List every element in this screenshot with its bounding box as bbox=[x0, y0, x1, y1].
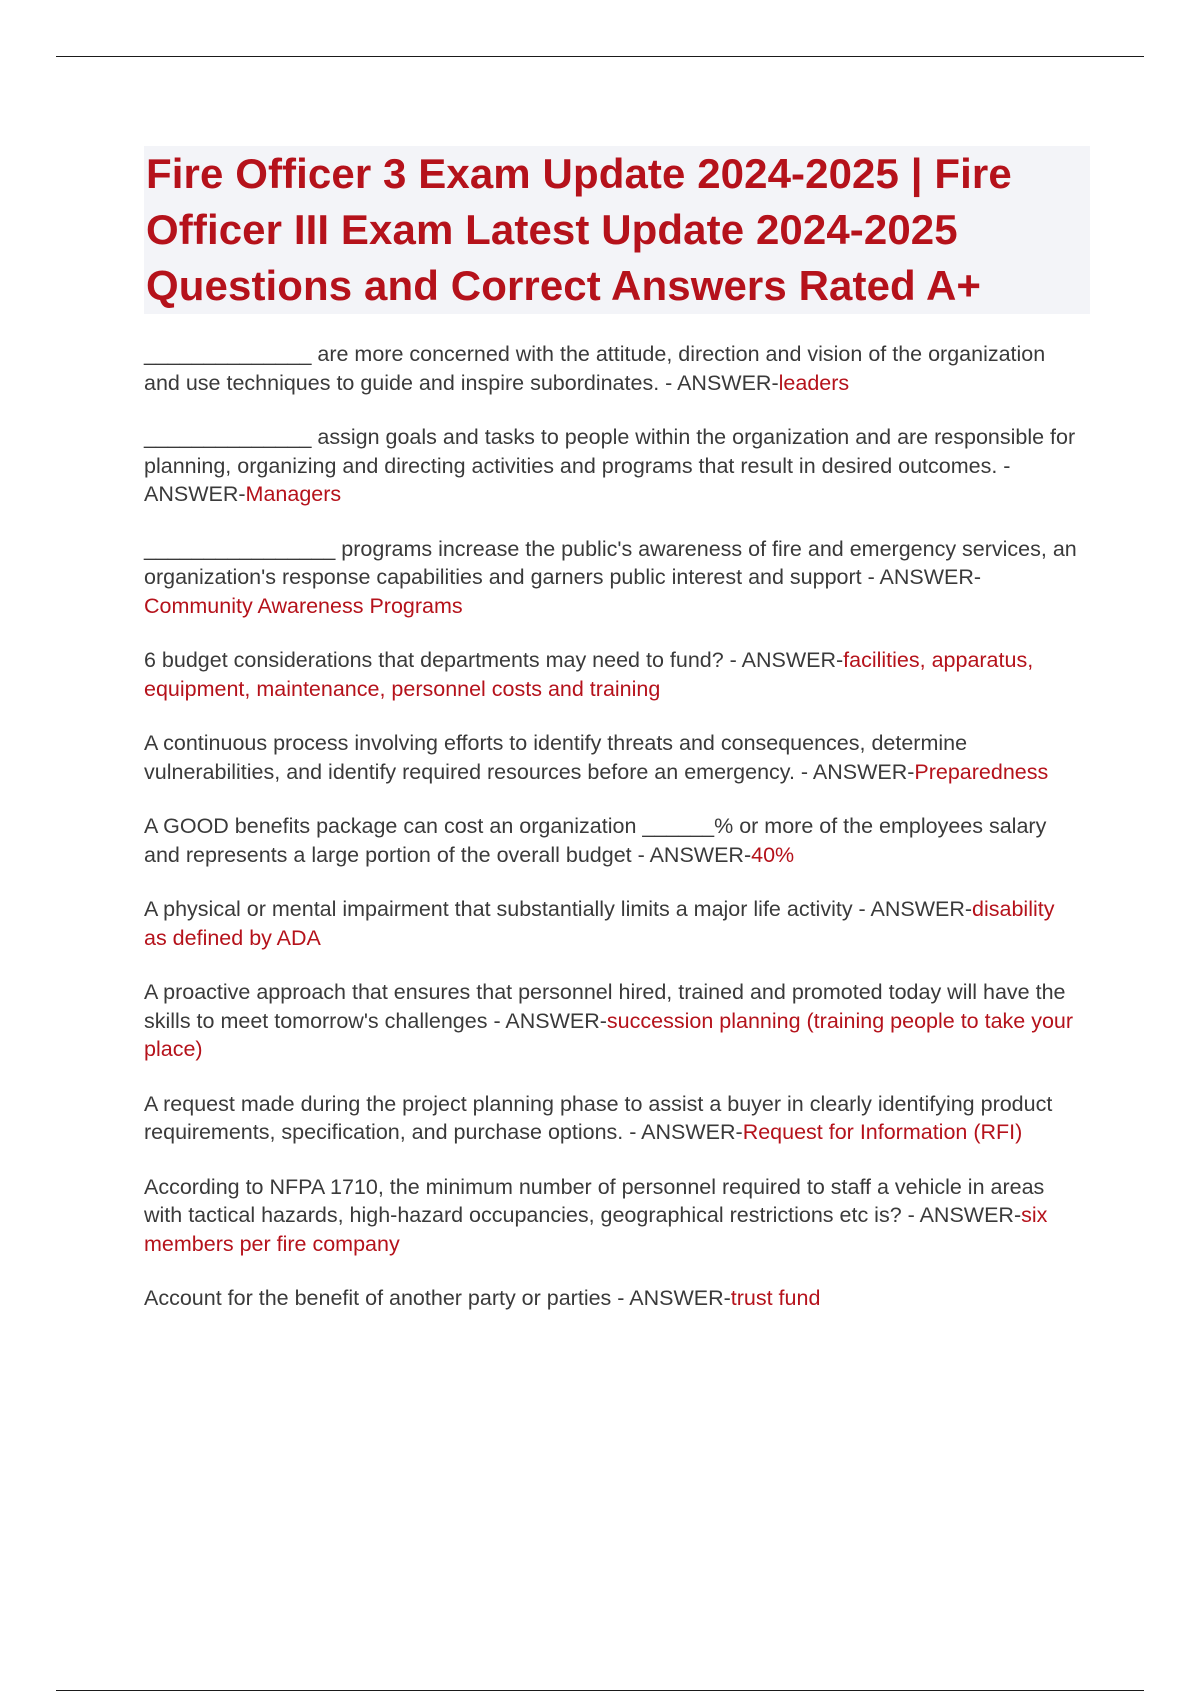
answer-text: 40% bbox=[751, 842, 795, 867]
question-text: ______________ are more concerned with the attitude, direction and vision of the organization and use techniques to guide and inspire subordinates. bbox=[144, 342, 1046, 395]
page-bottom-rule bbox=[56, 1690, 1144, 1691]
qa-item bbox=[144, 729, 1090, 786]
question-text: Account for the benefit of another party or parties bbox=[144, 1286, 612, 1310]
qa-item bbox=[144, 895, 1090, 952]
answer-separator: - ANSWER- bbox=[901, 1203, 1022, 1227]
question-text: A proactive approach that ensures that personnel hired, trained and promoted today will have the skills to meet tomorrow's challenges bbox=[144, 980, 1066, 1033]
answer-text: Preparedness bbox=[914, 759, 1049, 784]
qa-item bbox=[144, 535, 1090, 621]
question-text: 6 budget considerations that departments may need to fund? bbox=[144, 648, 724, 672]
answer-text: leaders bbox=[778, 370, 850, 395]
qa-item bbox=[144, 1284, 1090, 1313]
qa-item bbox=[144, 1090, 1090, 1147]
qa-item bbox=[144, 646, 1090, 703]
answer-separator: - ANSWER- bbox=[794, 759, 915, 784]
answer-text: Community Awareness Programs bbox=[144, 593, 463, 618]
answer-text: Managers bbox=[245, 482, 342, 506]
answer-text: six members per fire company bbox=[144, 1203, 1048, 1256]
answer-separator: - ANSWER- bbox=[144, 453, 1011, 506]
question-text: A physical or mental impairment that substantially limits a major life activity bbox=[144, 897, 853, 921]
answer-separator: - ANSWER- bbox=[659, 370, 779, 395]
answer-text: disability as defined by ADA bbox=[144, 897, 1055, 950]
answer-text: facilities, apparatus, equipment, maintenance, personnel costs and training bbox=[144, 648, 1034, 701]
qa-item bbox=[144, 423, 1090, 509]
answer-text: trust fund bbox=[730, 1286, 821, 1310]
answer-separator: - ANSWER- bbox=[631, 842, 752, 867]
qa-list bbox=[144, 340, 1090, 1313]
answer-separator: - ANSWER- bbox=[723, 648, 844, 672]
answer-separator: - ANSWER- bbox=[861, 565, 982, 589]
answer-separator: - ANSWER- bbox=[852, 897, 973, 921]
question-text: A continuous process involving efforts to identify threats and consequences, determine vulnerabilities, and identify required resources before an emergency. bbox=[144, 731, 968, 784]
answer-text: Request for Information (RFI) bbox=[742, 1120, 1023, 1144]
answer-separator: - ANSWER- bbox=[611, 1286, 731, 1310]
answer-separator: - ANSWER- bbox=[487, 1008, 607, 1033]
qa-item bbox=[144, 1173, 1090, 1259]
document-title: Fire Officer 3 Exam Update 2024-2025 | Fire Officer III Exam Latest Update 2024-2025 Questions and Correct Answers Rated A+ bbox=[144, 146, 1090, 314]
qa-item bbox=[144, 340, 1090, 397]
question-text: ________________ programs increase the public's awareness of fire and emergency services, an organization's response capabilities and garners public interest and support bbox=[144, 536, 1077, 589]
question-text: According to NFPA 1710, the minimum number of personnel required to staff a vehicle in areas with tactical hazards, high-hazard occupancies, geographical restrictions etc is? bbox=[144, 1174, 1045, 1227]
qa-item bbox=[144, 978, 1090, 1064]
answer-separator: - ANSWER- bbox=[623, 1120, 743, 1144]
question-text: ______________ assign goals and tasks to people within the organization and are responsible for planning, organizing and directing activities and programs that result in desired outcomes. bbox=[144, 425, 1076, 478]
page-top-rule bbox=[56, 56, 1144, 57]
question-text: A request made during the project planning phase to assist a buyer in clearly identifying product requirements, specification, and purchase options. bbox=[144, 1091, 1053, 1144]
qa-item bbox=[144, 812, 1090, 869]
document-body bbox=[144, 146, 1090, 1339]
answer-text: succession planning (training people to take your place) bbox=[144, 1008, 1074, 1061]
question-text: A GOOD benefits package can cost an organization ______% or more of the employees salary and represents a large portion of the overall budget bbox=[144, 814, 1047, 867]
